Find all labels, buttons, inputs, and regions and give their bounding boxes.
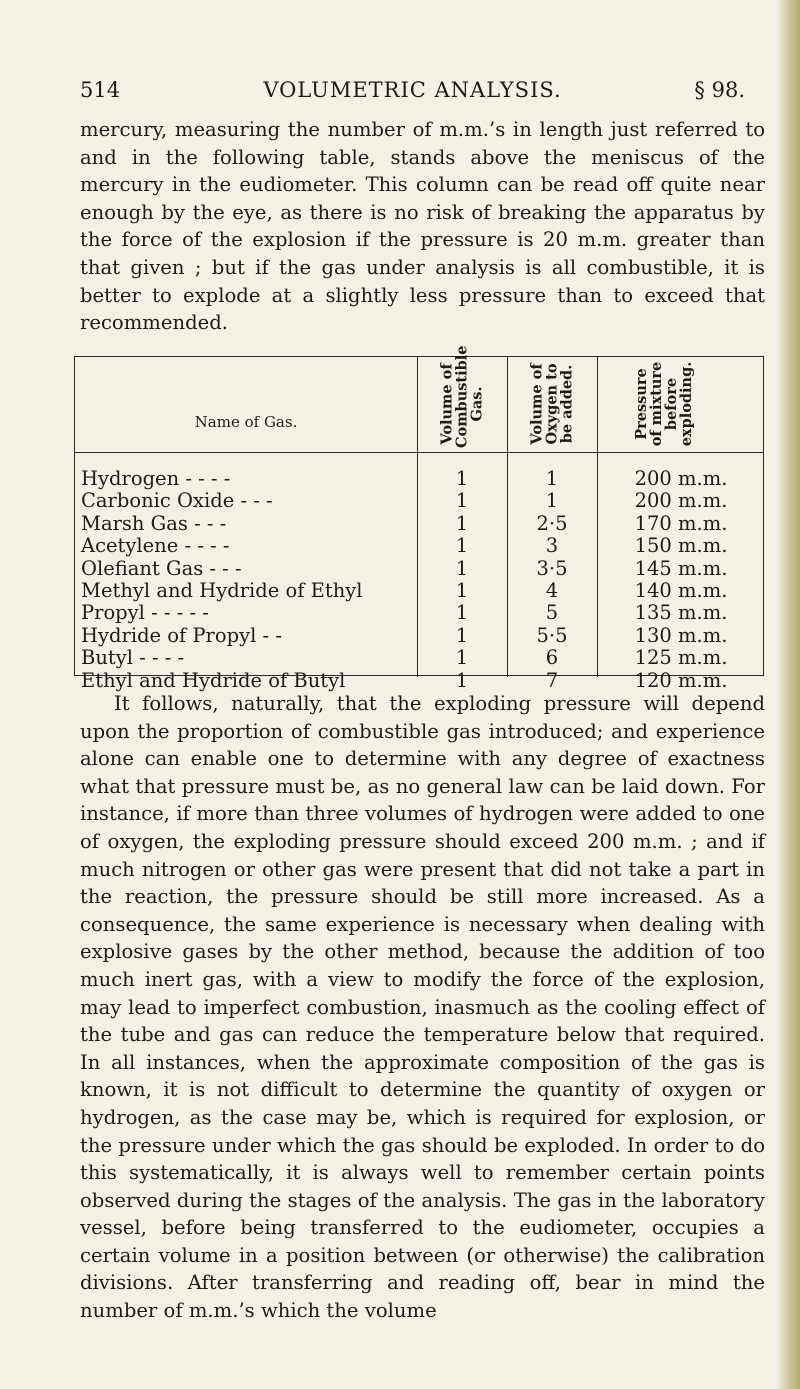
table-row: [75, 534, 763, 558]
explosion-pressure: 145 m.m.: [634, 556, 728, 580]
oxygen-volume: 2·5: [536, 511, 568, 535]
header-divider: [75, 452, 763, 453]
explosion-pressure: 140 m.m.: [634, 579, 728, 602]
running-title: VOLUMETRIC ANALYSIS.: [263, 78, 562, 102]
table-row: [75, 579, 763, 603]
table-row: [75, 601, 763, 625]
gas-explosion-table: [74, 345, 764, 692]
oxygen-volume: 1: [545, 489, 559, 513]
gas-name: Carbonic Oxide - - -: [81, 489, 273, 513]
oxygen-volume: 5: [545, 601, 559, 625]
gas-name: Ethyl and Hydride of Butyl: [81, 668, 346, 692]
explosion-pressure: 200 m.m.: [634, 467, 728, 490]
header-combustible: Volume of Combustible Gas.: [438, 345, 486, 448]
running-header: [80, 78, 745, 108]
section-number: § 98.: [694, 78, 745, 102]
table-row: [75, 557, 763, 581]
table-row: [75, 669, 763, 693]
gas-name: Hydride of Propyl - -: [81, 623, 282, 647]
combustible-volume: 1: [455, 534, 469, 558]
combustible-volume: 1: [455, 489, 469, 513]
explosion-pressure: 120 m.m.: [634, 668, 728, 692]
explosion-pressure: 170 m.m.: [634, 511, 728, 535]
table-row: [75, 624, 763, 648]
gas-name: Olefiant Gas - - -: [81, 556, 242, 580]
oxygen-volume: 7: [545, 668, 559, 692]
header-oxygen-cell: [507, 357, 597, 452]
oxygen-volume: 3: [545, 534, 559, 558]
oxygen-volume: 3·5: [536, 556, 568, 580]
header-combustible-cell: [417, 345, 507, 452]
explosion-pressure: 135 m.m.: [634, 601, 728, 625]
combustible-volume: 1: [455, 668, 469, 692]
explosion-pressure: 125 m.m.: [634, 646, 728, 670]
table-row: [75, 646, 763, 670]
explosion-pressure: 200 m.m.: [634, 489, 728, 513]
combustible-volume: 1: [455, 467, 469, 490]
gas-name: Butyl - - - -: [81, 646, 185, 670]
combustible-volume: 1: [455, 646, 469, 670]
combustible-volume: 1: [455, 601, 469, 625]
combustible-volume: 1: [455, 556, 469, 580]
header-oxygen: Volume of Oxygen to be added.: [528, 363, 576, 445]
oxygen-volume: 6: [545, 646, 559, 670]
page-number: 514: [80, 78, 121, 102]
combustible-volume: 1: [455, 623, 469, 647]
gas-name: Hydrogen - - - -: [81, 467, 231, 490]
header-pressure: Pressure of mixture before exploding.: [633, 361, 696, 447]
combustible-volume: 1: [455, 511, 469, 535]
oxygen-volume: 5·5: [536, 623, 568, 647]
gas-name: Methyl and Hydride of Ethyl: [81, 579, 363, 602]
combustible-volume: 1: [455, 579, 469, 602]
page-edge: [778, 0, 800, 1389]
table-row: [75, 489, 763, 513]
table-row: [75, 467, 763, 491]
gas-name: Marsh Gas - - -: [81, 511, 227, 535]
table-row: [75, 512, 763, 536]
explosion-pressure: 130 m.m.: [634, 623, 728, 647]
header-name: Name of Gas.: [194, 413, 298, 431]
gas-name: Propyl - - - - -: [81, 601, 209, 625]
paragraph-2: It follows, naturally, that the exploding pressure will depend upon the proportion of combustible gas introduced; and experience alone can enable one to determine with any degree of exactness what that pressure must be, as no general law can be laid down. For instance, if more than three volumes of hydrogen were added to one of oxygen, the exploding pressure should exceed 200 m.m. ; and if much nitrogen or other gas were present that did not take a part in the reaction, the pressure should be still more increased. As a consequence, the same experience is necessary when dealing with explosive gases by the other method, because the addition of too much inert gas, with a view to modify the force of the explosion, may lead to imperfect combustion, inasmuch as the cooling effect of the tube and gas can reduce the temperature below that required. In all instances, when the approximate composition of the gas is known, it is not difficult to determine the quantity of oxygen or hydrogen, as the case may be, which is required for explosion, or the pressure under which the gas should be exploded. In order to do this systematically, it is always well to remember certain points observed during the stages of the analysis. The gas in the laboratory vessel, before being transferred to the eudiometer, occupies a certain volume in a position between (or otherwise) the calibration divisions. After transferring and reading off, bear in mind the number of m.m.’s which the volume: [80, 692, 765, 1323]
paragraph-1: mercury, measuring the number of m.m.’s in length just referred to and in the following table, stands above the meniscus of the mercury in the eudiometer. This column can be read off quite near enough by the eye, as there is no risk of breaking the apparatus by the force of the explosion if the pressure is 20 m.m. greater than that given ; but if the gas under analysis is all combustible, it is better to explode at a slightly less pressure than to exceed that recommended.: [80, 118, 765, 335]
oxygen-volume: 4: [545, 579, 559, 602]
header-pressure-cell: [597, 357, 765, 452]
explosion-pressure: 150 m.m.: [634, 534, 728, 558]
oxygen-volume: 1: [545, 467, 559, 490]
gas-name: Acetylene - - - -: [81, 534, 230, 558]
